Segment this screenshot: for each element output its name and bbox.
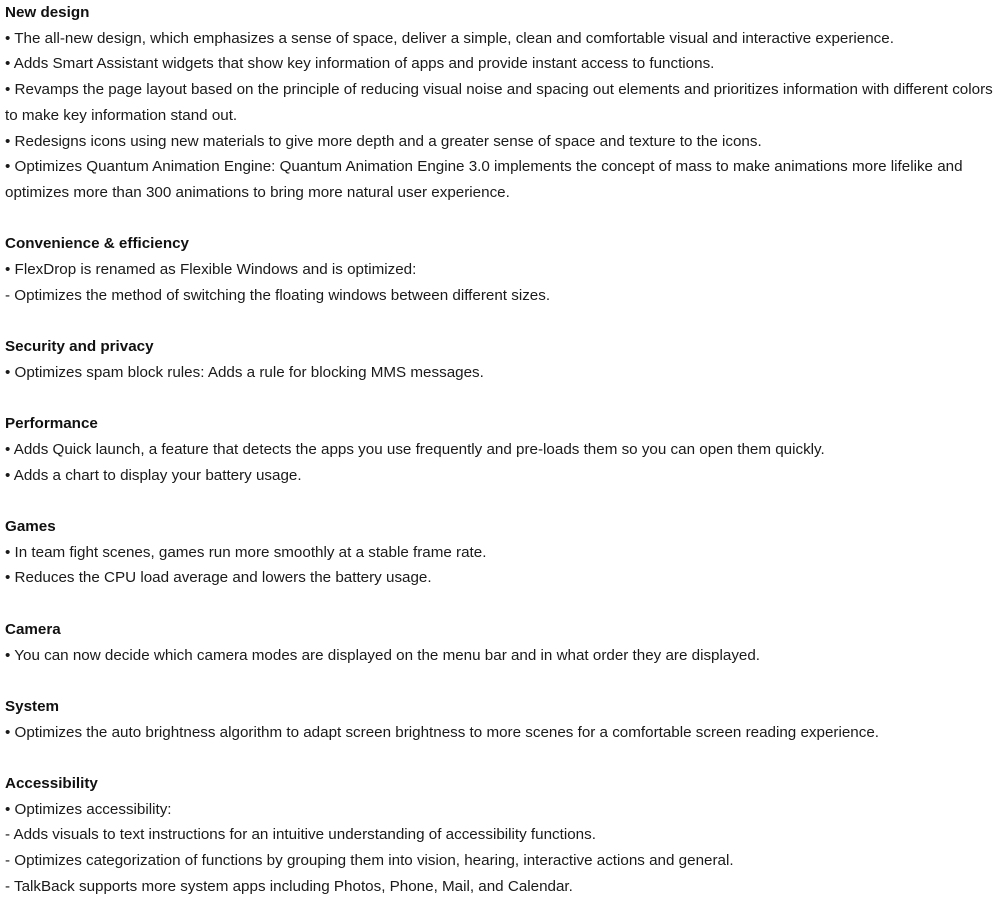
section-heading: Games — [5, 518, 56, 535]
section-performance — [5, 411, 1003, 488]
list-item: - Optimizes categorization of functions by grouping them into vision, hearing, interactive actions and general. — [5, 852, 734, 870]
list-item: • FlexDrop is renamed as Flexible Windows and is optimized: — [5, 261, 417, 279]
list-item: • In team fight scenes, games run more smoothly at a stable frame rate. — [5, 543, 487, 561]
list-item: • Reduces the CPU load average and lowers the battery usage. — [5, 569, 432, 587]
list-item: - Optimizes the method of switching the floating windows between different sizes. — [5, 286, 551, 304]
list-item: • Adds a chart to display your battery usage. — [5, 466, 302, 484]
section-games — [5, 514, 1003, 591]
list-item: • You can now decide which camera modes are displayed on the menu bar and in what order they are displayed. — [5, 646, 761, 664]
list-item: • The all-new design, which emphasizes a sense of space, deliver a simple, clean and comfortable visual and interactive experience. — [5, 29, 894, 47]
list-item: • Revamps the page layout based on the principle of reducing visual noise and spacing out elements and prioritizes information with different colors to make key information stand out. — [5, 81, 993, 124]
section-heading: System — [5, 697, 60, 715]
section-heading: New design — [5, 4, 90, 21]
list-item: • Redesigns icons using new materials to give more depth and a greater sense of space and texture to the icons. — [5, 132, 762, 150]
list-item: - Adds visuals to text instructions for an intuitive understanding of accessibility functions. — [5, 826, 596, 844]
list-item: - TalkBack supports more system apps including Photos, Phone, Mail, and Calendar. — [5, 877, 573, 895]
section-convenience-efficiency — [5, 231, 1003, 308]
list-item: • Optimizes spam block rules: Adds a rule for blocking MMS messages. — [5, 363, 484, 381]
section-accessibility — [5, 771, 1003, 900]
section-system — [5, 694, 1003, 745]
section-heading: Convenience & efficiency — [5, 235, 190, 253]
list-item: • Optimizes Quantum Animation Engine: Quantum Animation Engine 3.0 implements the concept of mass to make animations more lifelike and optimizes more than 300 animations to bring more natural user experience. — [5, 158, 963, 201]
section-new-design — [5, 0, 1003, 206]
list-item: • Adds Quick launch, a feature that detects the apps you use frequently and pre-loads them so you can open them quickly. — [5, 440, 825, 458]
section-heading: Accessibility — [5, 774, 98, 792]
list-item: • Adds Smart Assistant widgets that show key information of apps and provide instant access to functions. — [5, 55, 715, 73]
list-item: • Optimizes accessibility: — [5, 800, 172, 818]
section-heading: Camera — [5, 620, 61, 638]
section-security-privacy — [5, 334, 1003, 385]
section-heading: Performance — [5, 415, 98, 433]
section-camera — [5, 617, 1003, 668]
section-heading: Security and privacy — [5, 338, 154, 356]
list-item: • Optimizes the auto brightness algorithm to adapt screen brightness to more scenes for a comfortable screen reading experience. — [5, 723, 879, 741]
